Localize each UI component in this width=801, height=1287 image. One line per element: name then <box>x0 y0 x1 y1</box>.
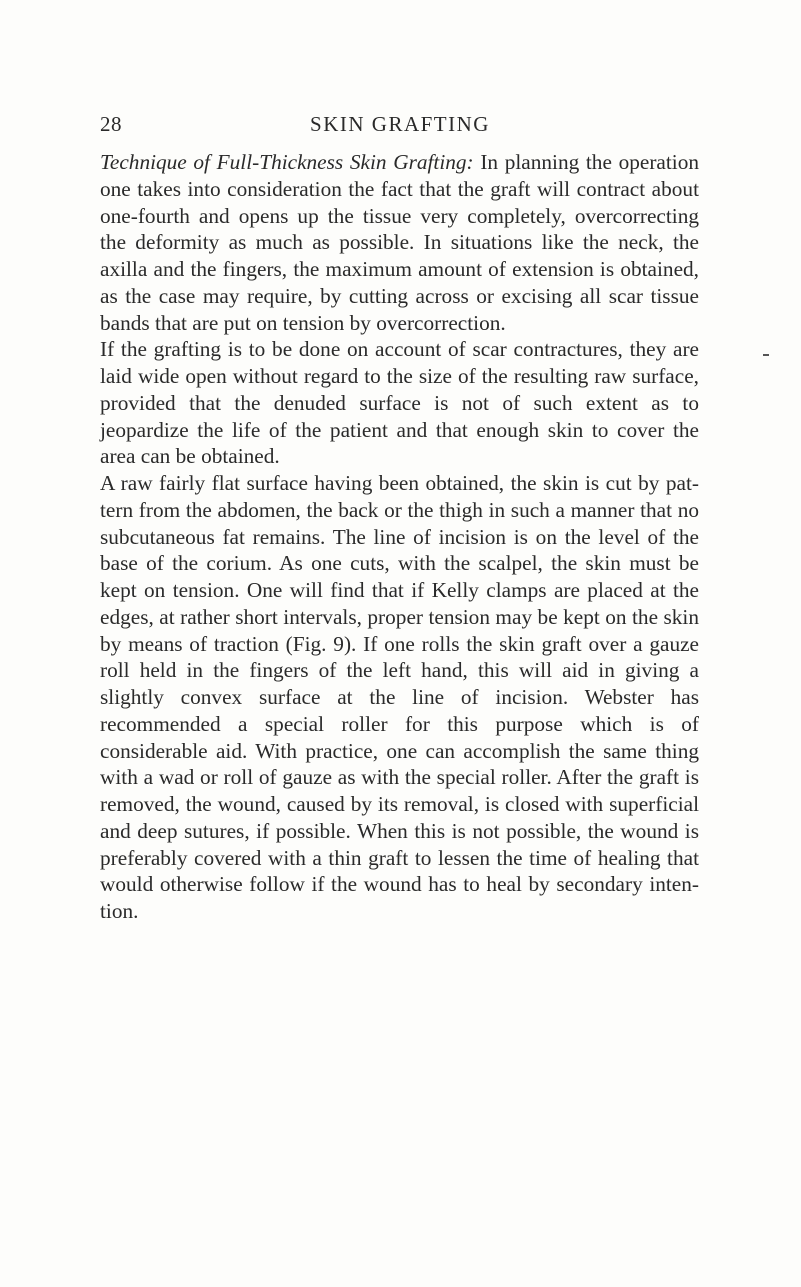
paragraph-technique-text: In planning the operation one takes into consideration the fact that the graft will contract about one-fourth and opens up the tissue very completely, overcorrecting the deformity as much as possible. In situations like the neck, the axilla and the fingers, the maximum amount of extension is obtained, as the case may require, by cutting across or excising all scar tissue bands that are put on tension by overcorrection. <box>100 150 699 335</box>
body-text <box>100 149 699 925</box>
paragraph-technique <box>100 149 699 336</box>
page-number: 28 <box>100 112 122 136</box>
margin-mark <box>763 354 769 356</box>
page-header <box>100 112 700 140</box>
paragraph-cutting-graft: A raw fairly flat surface having been obtained, the skin is cut by pat-tern from the abdomen, the back or the thigh in such a manner that no subcutaneous fat remains. The line of incision is on the level of the base of the corium. As one cuts, with the scalpel, the skin must be kept on tension. One will find that if Kelly clamps are placed at the edges, at rather short intervals, proper tension may be kept on the skin by means of traction (Fig. 9). If one rolls the skin graft over a gauze roll held in the fingers of the left hand, this will aid in giving a slightly convex surface at the line of incision. Webster has recommended a special roller for this purpose which is of considerable aid. With practice, one can accomplish the same thing with a wad or roll of gauze as with the special roller. After the graft is removed, the wound, caused by its removal, is closed with superficial and deep sutures, if possible. When this is not possible, the wound is preferably covered with a thin graft to lessen the time of healing that would otherwise follow if the wound has to heal by secondary inten-tion. <box>100 471 699 923</box>
running-head: SKIN GRAFTING <box>310 112 490 136</box>
section-title: Technique of Full-Thickness Skin Grafting: <box>100 150 474 174</box>
paragraph-scar-contractures: If the grafting is to be done on account of scar contractures, they are laid wide open without regard to the size of the resulting raw surface, provided that the denuded surface is not of such extent as to jeopardize the life of the patient and that enough skin to cover the area can be obtained. <box>100 337 699 469</box>
